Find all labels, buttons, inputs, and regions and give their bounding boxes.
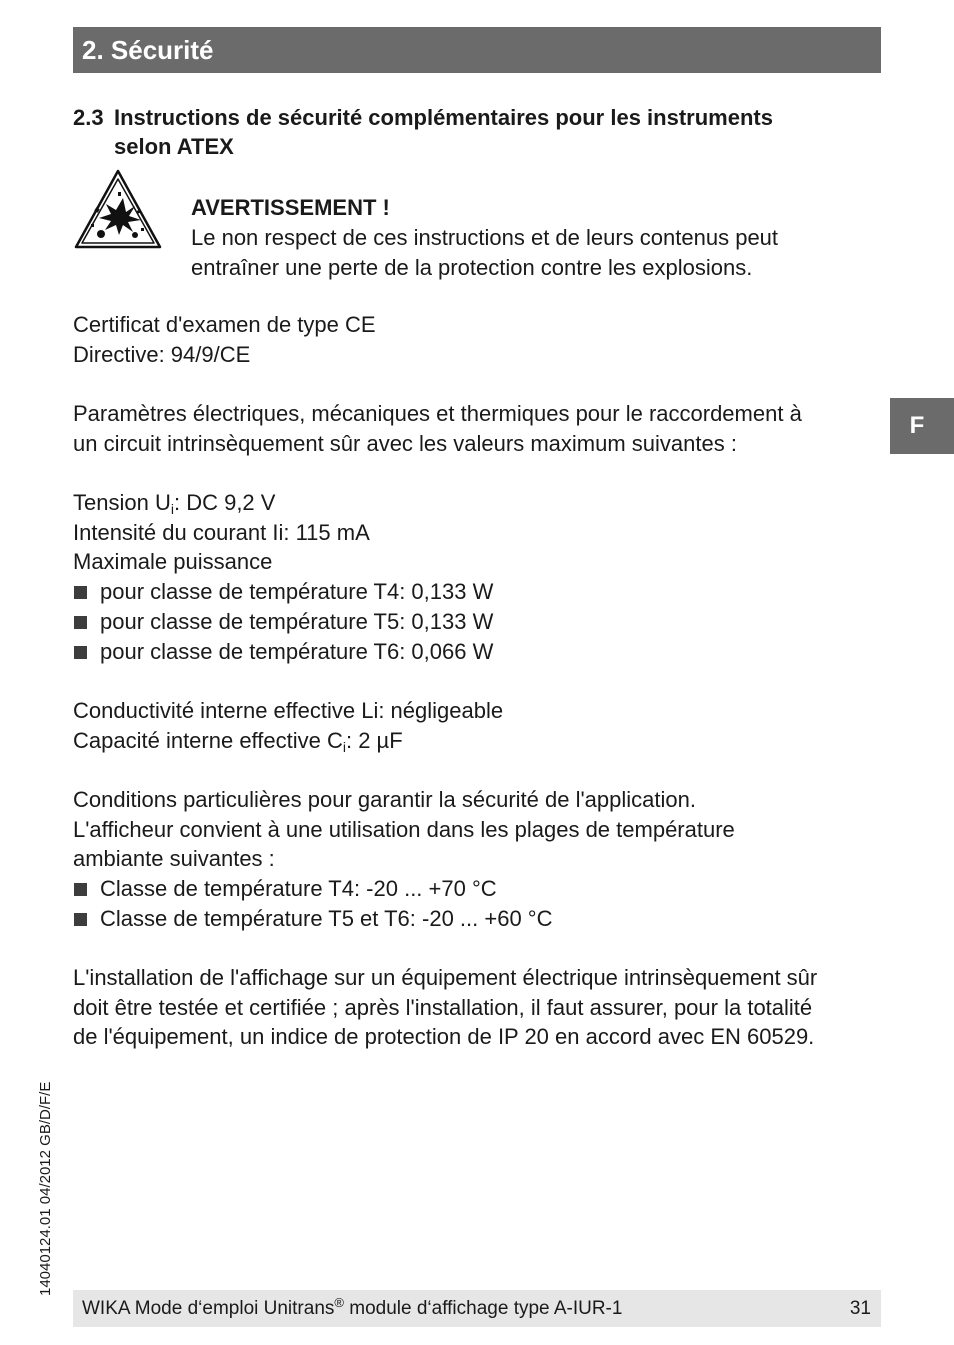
- params-intro-line2: un circuit intrinsèquement sûr avec les valeurs maximum suivantes :: [73, 430, 737, 456]
- section-title: 2. Sécurité: [82, 35, 214, 65]
- language-tab: [890, 398, 954, 454]
- inductance-line: Conductivité interne effective Li: négligeable: [73, 698, 504, 723]
- footer-title: WIKA Mode d‘emploi Unitrans® module d‘affichage type A-IUR-1: [82, 1295, 623, 1319]
- certificate-paragraph: [73, 310, 376, 369]
- certificate-line1: Certificat d'examen de type CE: [73, 312, 376, 337]
- installation-line1: L'installation de l'affichage sur un équipement électrique intrinsèquement sûr: [73, 965, 818, 990]
- installation-line2: doit être testée et certifiée ; après l'installation, il faut assurer, pour la totalité: [73, 994, 813, 1020]
- internal-values: [73, 696, 503, 755]
- tension-line: Tension $U_i$: DC 9,2 V: [73, 490, 276, 517]
- warning-text-line2: entraîner une perte de la protection contre les explosions.: [191, 255, 753, 280]
- document-number: 14040124.01 04/2012 GB/D/F/E: [37, 1081, 54, 1296]
- power-bullet-t5: pour classe de température T5: 0,133 W: [73, 607, 493, 637]
- installation-paragraph: [73, 963, 817, 1052]
- warning-text-line1: Le non respect de ces instructions et de leurs contenus peut: [191, 225, 779, 250]
- power-bullet-t6: pour classe de température T6: 0,066 W: [73, 637, 493, 667]
- params-intro-paragraph: [73, 399, 802, 458]
- warning-block: [191, 193, 778, 283]
- capacitance-line: Capacité interne effective $C_i$: 2 µF: [73, 727, 403, 755]
- power-bullet-t4: pour classe de température T4: 0,133 W: [73, 577, 493, 607]
- params-intro-line1: Paramètres électriques, mécaniques et thermiques pour le raccordement à: [73, 401, 802, 426]
- language-tab-label: F: [909, 412, 925, 439]
- explosion-hazard-icon: [73, 168, 163, 250]
- power-label: Maximale puissance: [73, 549, 273, 575]
- page-number: 31: [849, 1298, 871, 1319]
- page-footer: [73, 1290, 881, 1327]
- conditions-line2: L'afficheur convient à une utilisation dans les plages de température: [73, 816, 735, 842]
- temp-bullet-t5-t6: Classe de température T5 et T6: -20 ... +60 °C: [73, 904, 735, 934]
- conditions-paragraph: [73, 785, 735, 934]
- subsection-title-line1: Instructions de sécurité complémentaires pour les instruments: [114, 105, 773, 130]
- conditions-line1: Conditions particulières pour garantir la sécurité de l'application.: [73, 787, 696, 812]
- subsection-title-line2: selon ATEX: [114, 134, 234, 159]
- certificate-line2: Directive: 94/9/CE: [73, 341, 251, 367]
- conditions-line3: ambiante suivantes :: [73, 846, 275, 872]
- electrical-values: [73, 488, 493, 666]
- current-line: Intensité du courant Ii: 115 mA: [73, 519, 370, 545]
- installation-line3: de l'équipement, un indice de protection de IP 20 en accord avec EN 60529.: [73, 1024, 815, 1050]
- temp-bullet-t4: Classe de température T4: -20 ... +70 °C: [73, 874, 735, 904]
- subsection-number: 2.3: [73, 105, 104, 130]
- warning-title: AVERTISSEMENT !: [191, 195, 390, 220]
- section-header-bar: [73, 27, 881, 73]
